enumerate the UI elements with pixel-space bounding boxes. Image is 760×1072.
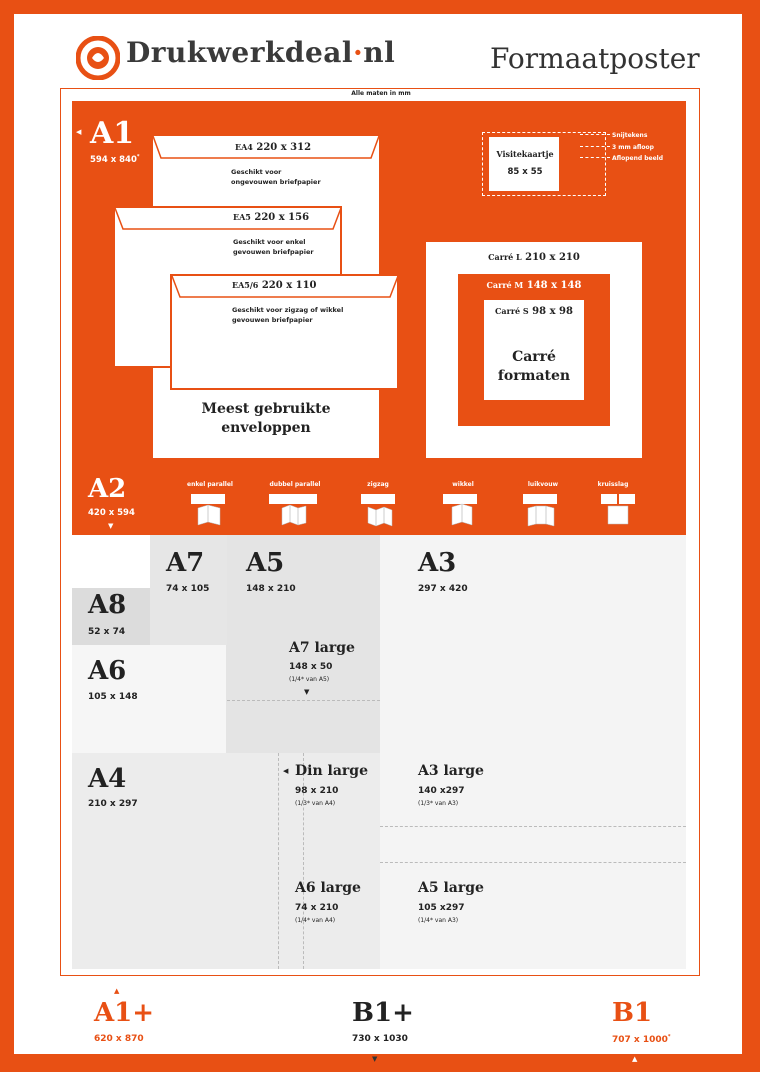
a5-label: A5 bbox=[246, 548, 285, 578]
envelope-ea5-desc: Geschikt voor enkel gevouwen briefpapier bbox=[233, 238, 314, 256]
triangle-up-icon: ▲ bbox=[114, 987, 120, 995]
triangle-down-icon: ▼ bbox=[304, 688, 310, 696]
page-title: Formaatposter bbox=[490, 42, 700, 75]
a8-size: 52 x 74 bbox=[88, 627, 126, 637]
triangle-left-icon: ◀ bbox=[76, 128, 82, 136]
a1plus-size: 620 x 870 bbox=[94, 1034, 144, 1044]
a8-label: A8 bbox=[88, 590, 127, 620]
a1plus-label: A1+ bbox=[94, 998, 155, 1028]
drukwerkdeal-logo-icon bbox=[76, 36, 120, 80]
business-card-label: Visitekaartje bbox=[496, 149, 554, 159]
white-corner bbox=[72, 535, 150, 588]
a3-label: A3 bbox=[418, 548, 457, 578]
a3large-label: A3 large bbox=[418, 763, 484, 779]
cutmarks-legend bbox=[612, 130, 663, 165]
a3large-size: 140 x297 bbox=[418, 786, 465, 796]
a3large-note: (1/3* van A3) bbox=[418, 800, 459, 807]
a4-label: A4 bbox=[88, 764, 127, 794]
envelope-ea5-title: EA5 220 x 156 bbox=[233, 212, 310, 223]
fold-enkel-parallel: enkel parallel bbox=[187, 481, 233, 488]
envelope-ea4-desc: Geschikt voor ongevouwen briefpapier bbox=[231, 168, 321, 186]
envelope-ea4-title: EA4 220 x 312 bbox=[235, 142, 312, 153]
fold-dubbel-parallel: dubbel parallel bbox=[269, 481, 321, 488]
a5large-note: (1/4* van A3) bbox=[418, 917, 459, 924]
triangle-down-icon: ▼ bbox=[372, 1055, 378, 1063]
b1-size: 707 x 1000* bbox=[612, 1034, 671, 1045]
a7large-size: 148 x 50 bbox=[289, 662, 333, 672]
a6-size: 105 x 148 bbox=[88, 692, 138, 702]
triangle-down-icon: ▼ bbox=[108, 522, 114, 530]
a6large-label: A6 large bbox=[295, 880, 361, 896]
a1-label: A1 bbox=[90, 116, 135, 151]
fold-zigzag-icon bbox=[360, 492, 400, 528]
image-line bbox=[580, 157, 610, 158]
a3large-guide bbox=[380, 826, 686, 827]
a6large-note: (1/4* van A4) bbox=[295, 917, 336, 924]
b1plus-label: B1+ bbox=[352, 998, 414, 1028]
a5large-size: 105 x297 bbox=[418, 903, 465, 913]
a6-label: A6 bbox=[88, 656, 127, 686]
cutmarks-label: Snijtekens bbox=[612, 132, 648, 139]
fold-luikvouw-icon bbox=[522, 492, 562, 528]
dinlarge-label: Din large bbox=[295, 763, 368, 779]
fold-zigzag: zigzag bbox=[367, 481, 389, 488]
dinlarge-guide bbox=[278, 753, 279, 969]
units-note: Alle maten in mm bbox=[351, 90, 411, 97]
a5large-label: A5 large bbox=[418, 880, 484, 896]
carre-s bbox=[484, 300, 584, 400]
a5large-guide bbox=[380, 862, 686, 863]
fold-wikkel-icon bbox=[442, 492, 482, 528]
a3-size: 297 x 420 bbox=[418, 584, 468, 594]
bleed-line bbox=[580, 146, 610, 147]
a2-label: A2 bbox=[88, 474, 127, 504]
envelope-ea56 bbox=[170, 274, 399, 390]
bleed-image-label: Aflopend beeld bbox=[612, 155, 664, 162]
carre-caption: Carré formaten bbox=[497, 349, 571, 384]
dinlarge-size: 98 x 210 bbox=[295, 786, 339, 796]
fold-dubbel-parallel-icon bbox=[268, 492, 320, 528]
business-card bbox=[488, 136, 560, 192]
b1-label: B1 bbox=[612, 998, 653, 1028]
triangle-up-icon: ▲ bbox=[632, 1055, 638, 1063]
carre-s-label: Carré S 98 x 98 bbox=[495, 306, 573, 317]
bleed-label: 3 mm afloop bbox=[612, 143, 654, 151]
a1-size: 594 x 840* bbox=[90, 154, 140, 165]
carre-m-label: Carré M 148 x 148 bbox=[486, 280, 582, 291]
a4-size: 210 x 297 bbox=[88, 799, 138, 809]
envelopes-caption: Meest gebruikte enveloppen bbox=[201, 401, 331, 436]
triangle-left-icon: ◀ bbox=[283, 767, 289, 775]
envelope-ea56-desc: Geschikt voor zigzag of wikkel gevouwen briefpapier bbox=[232, 306, 344, 324]
carre-l-label: Carré L 210 x 210 bbox=[488, 252, 580, 263]
fold-luikvouw: luikvouw bbox=[527, 481, 559, 488]
dinlarge-note: (1/3* van A4) bbox=[295, 800, 336, 807]
a6large-size: 74 x 210 bbox=[295, 903, 339, 913]
a2-size: 420 x 594 bbox=[88, 508, 135, 518]
a7large-label: A7 large bbox=[289, 640, 355, 656]
a7large-guide bbox=[227, 700, 380, 701]
fold-wikkel: wikkel bbox=[452, 481, 474, 488]
a7large-note: (1/4* van A5) bbox=[289, 676, 330, 683]
fold-enkel-parallel-icon bbox=[190, 492, 230, 528]
brand-name: Drukwerkdeal·nl bbox=[126, 36, 396, 69]
fold-kruisslag: kruisslag bbox=[597, 481, 629, 488]
cutmark-line bbox=[580, 134, 610, 135]
business-card-size: 85 x 55 bbox=[507, 167, 543, 177]
a7-label: A7 bbox=[166, 548, 205, 578]
b1plus-size: 730 x 1030 bbox=[352, 1034, 408, 1044]
a5-size: 148 x 210 bbox=[246, 584, 296, 594]
a7-size: 74 x 105 bbox=[166, 584, 210, 594]
envelope-ea56-title: EA5/6 220 x 110 bbox=[232, 280, 317, 291]
fold-kruisslag-icon bbox=[600, 492, 640, 528]
